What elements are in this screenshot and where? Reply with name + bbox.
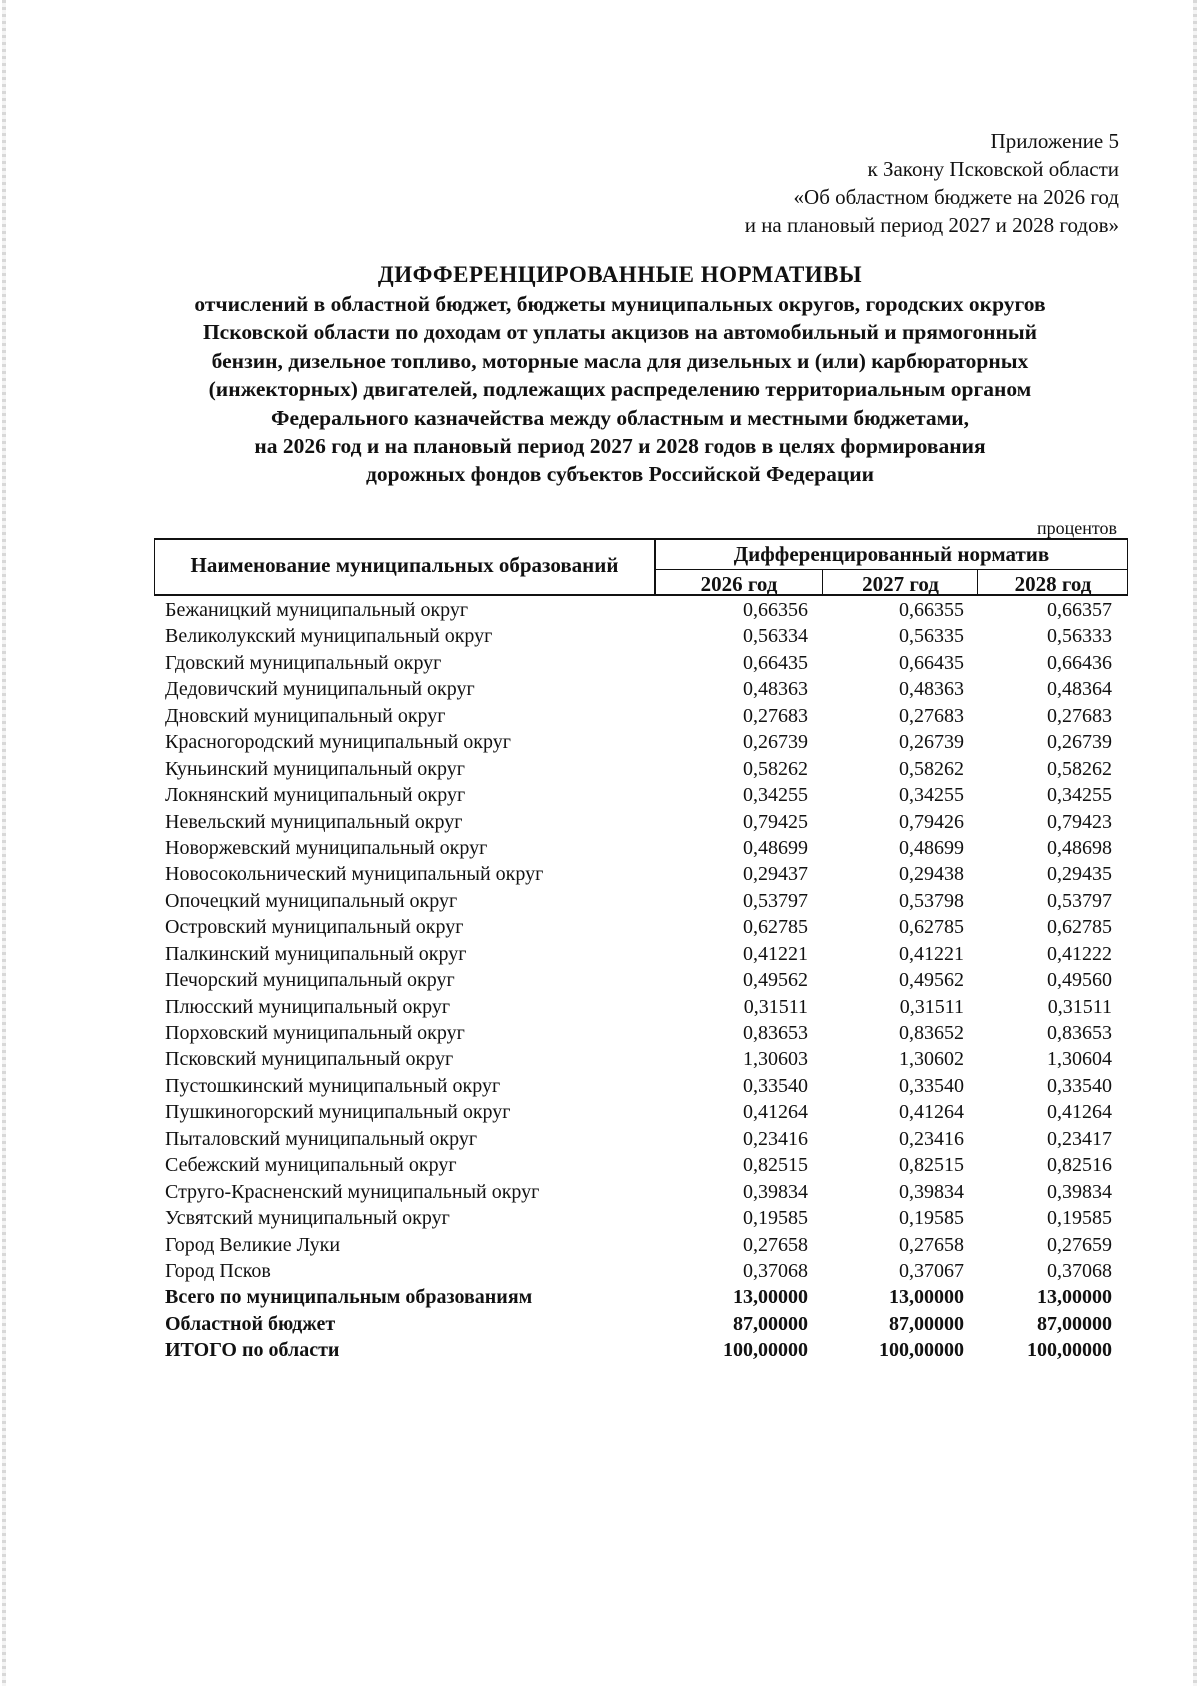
value-2026: 0,41264: [743, 1101, 808, 1124]
table-row: [0, 1232, 1200, 1258]
value-2027: 0,58262: [899, 757, 964, 780]
table-row: [0, 1046, 1200, 1072]
value-2028: 0,37068: [1047, 1259, 1112, 1282]
value-2027: 0,26739: [899, 731, 964, 754]
value-2027: 0,66435: [899, 651, 964, 674]
municipality-name: Пыталовский муниципальный округ: [165, 1127, 478, 1150]
title-line: дорожных фондов субъектов Российской Федерации: [365, 462, 875, 487]
value-2028: 0,31511: [1047, 995, 1112, 1018]
municipality-name: Новосокольнический муниципальный округ: [165, 863, 544, 886]
municipality-name: Бежаницкий муниципальный округ: [165, 599, 469, 621]
value-2026: 1,30603: [743, 1048, 808, 1071]
value-2027: 0,37067: [899, 1259, 964, 1282]
municipality-name: Пустошкинский муниципальный округ: [165, 1074, 501, 1097]
value-2027: 13,00000: [889, 1286, 964, 1309]
table-row: [0, 941, 1200, 967]
appendix-line: Приложение 5: [990, 129, 1119, 153]
value-2027: 0,29438: [899, 863, 964, 886]
value-2026: 0,39834: [743, 1180, 808, 1203]
table-row: [0, 1179, 1200, 1205]
municipality-name: Красногородский муниципальный округ: [165, 731, 511, 754]
value-2028: 0,56333: [1047, 625, 1112, 648]
table-row: [0, 650, 1200, 676]
value-2026: 0,58262: [743, 757, 808, 780]
value-2027: 0,56335: [899, 625, 964, 648]
value-2027: 0,23416: [899, 1127, 964, 1150]
value-2028: 0,29435: [1047, 863, 1112, 886]
value-2026: 0,49562: [743, 969, 808, 992]
value-2026: 87,00000: [733, 1312, 808, 1335]
title-line: Федерального казначейства между областным и местными бюджетами,: [271, 405, 969, 430]
table-row: [0, 729, 1200, 755]
value-2026: 0,56334: [743, 625, 808, 648]
value-2028: 0,26739: [1047, 731, 1112, 754]
municipality-name: Всего по муниципальным образованиям: [165, 1286, 533, 1309]
value-2026: 0,27658: [743, 1233, 808, 1256]
municipality-name: Великолукский муниципальный округ: [165, 625, 493, 648]
value-2027: 1,30602: [899, 1048, 964, 1071]
value-2028: 0,41222: [1047, 942, 1112, 965]
value-2028: 0,83653: [1047, 1022, 1112, 1044]
table-row: [0, 835, 1200, 861]
value-2028: 0,62785: [1047, 916, 1112, 939]
municipality-name: Город Псков: [165, 1259, 271, 1282]
municipality-name: Куньинский муниципальный округ: [165, 757, 465, 780]
value-2027: 0,27683: [899, 704, 964, 727]
appendix-line: к Закону Псковской области: [867, 157, 1119, 181]
value-2026: 0,26739: [743, 731, 808, 754]
value-2028: 0,23417: [1047, 1127, 1112, 1150]
table-row: [0, 967, 1200, 993]
value-2027: 0,27658: [899, 1233, 964, 1256]
value-2028: 0,48364: [1047, 678, 1112, 701]
value-2027: 0,39834: [899, 1180, 964, 1203]
municipality-name: Областной бюджет: [165, 1312, 336, 1335]
value-2026: 0,37068: [743, 1259, 808, 1282]
municipality-name: Дновский муниципальный округ: [165, 704, 446, 727]
municipality-name: ИТОГО по области: [165, 1339, 340, 1362]
value-2028: 100,00000: [1027, 1339, 1112, 1362]
title-subtitle: [140, 290, 1100, 489]
value-2026: 0,48363: [743, 678, 808, 701]
value-2026: 0,66435: [743, 651, 808, 674]
value-2027: 0,34255: [899, 784, 964, 807]
title-line: Псковской области по доходам от уплаты акцизов на автомобильный и прямогонный: [202, 320, 1038, 345]
header-year-2026: 2026 год: [700, 572, 778, 596]
municipality-name: Опочецкий муниципальный округ: [165, 889, 458, 912]
municipality-name: Пушкиногорский муниципальный округ: [165, 1101, 511, 1124]
header-group-title: Дифференцированный норматив: [733, 542, 1050, 566]
table-row: [0, 597, 1200, 623]
table-row: [0, 782, 1200, 808]
header-year-2028: 2028 год: [1014, 572, 1092, 596]
municipality-name: Дедовичский муниципальный округ: [165, 678, 475, 701]
value-2026: 0,83653: [743, 1022, 808, 1044]
municipality-name: Город Великие Луки: [165, 1233, 341, 1256]
value-2028: 1,30604: [1047, 1048, 1112, 1071]
value-2026: 0,66356: [743, 599, 808, 621]
value-2028: 0,66436: [1047, 651, 1112, 674]
value-2027: 0,31511: [899, 995, 964, 1018]
value-2026: 0,33540: [743, 1074, 808, 1097]
value-2026: 0,79425: [743, 810, 808, 833]
appendix-line: и на плановый период 2027 и 2028 годов»: [744, 213, 1119, 237]
total-row: [0, 1311, 1200, 1337]
title-line: на 2026 год и на плановый период 2027 и 2028 годов в целях формирования: [254, 434, 986, 459]
value-2026: 0,62785: [743, 916, 808, 939]
value-2026: 0,53797: [743, 889, 808, 912]
value-2028: 0,66357: [1047, 599, 1112, 621]
table-row: [0, 914, 1200, 940]
municipality-name: Струго-Красненский муниципальный округ: [165, 1180, 540, 1203]
value-2027: 0,66355: [899, 599, 964, 621]
value-2028: 0,27683: [1047, 704, 1112, 727]
table-row: [0, 1258, 1200, 1284]
header-rule-middle: [655, 569, 1127, 570]
document-title: [140, 260, 1100, 489]
value-2027: 0,19585: [899, 1207, 964, 1230]
table-row: [0, 756, 1200, 782]
value-2027: 0,82515: [899, 1154, 964, 1177]
value-2027: 0,53798: [899, 889, 964, 912]
value-2028: 0,58262: [1047, 757, 1112, 780]
municipality-name: Островский муниципальный округ: [165, 916, 464, 939]
value-2028: 0,33540: [1047, 1074, 1112, 1097]
value-2027: 0,41264: [899, 1101, 964, 1124]
value-2027: 0,49562: [899, 969, 964, 992]
header-year-2027: 2027 год: [862, 572, 939, 596]
value-2028: 0,19585: [1047, 1207, 1112, 1230]
value-2027: 0,48699: [899, 836, 964, 859]
value-2028: 0,49560: [1047, 969, 1112, 992]
municipality-name: Себежский муниципальный округ: [165, 1154, 457, 1177]
table-row: [0, 703, 1200, 729]
municipality-name: Плюсский муниципальный округ: [165, 995, 451, 1018]
value-2028: 0,79423: [1047, 810, 1112, 833]
title-heading: ДИФФЕРЕНЦИРОВАННЫЕ НОРМАТИВЫ: [377, 262, 863, 287]
title-line: отчислений в областной бюджет, бюджеты муниципальных округов, городских округов: [194, 292, 1046, 316]
value-2028: 0,53797: [1047, 889, 1112, 912]
value-2027: 0,62785: [899, 916, 964, 939]
value-2026: 0,23416: [743, 1127, 808, 1150]
value-2026: 0,41221: [743, 942, 808, 965]
value-2026: 0,29437: [743, 863, 808, 886]
value-2026: 0,34255: [743, 784, 808, 807]
value-2028: 13,00000: [1037, 1286, 1112, 1309]
table-row: [0, 1099, 1200, 1125]
table-row: [0, 1073, 1200, 1099]
value-2028: 0,41264: [1047, 1101, 1112, 1124]
municipality-name: Гдовский муниципальный округ: [165, 651, 442, 674]
value-2026: 0,82515: [743, 1154, 808, 1177]
value-2028: 0,27659: [1047, 1233, 1112, 1256]
value-2026: 0,27683: [743, 704, 808, 727]
municipality-name: Усвятский муниципальный округ: [165, 1207, 450, 1230]
table-body: [0, 597, 1200, 1364]
title-line: бензин, дизельное топливо, моторные масла для дизельных и (или) карбюраторных: [211, 348, 1029, 373]
table-row: [0, 1205, 1200, 1231]
table-row: [0, 1152, 1200, 1178]
value-2027: 0,83652: [899, 1022, 964, 1044]
municipality-name: Невельский муниципальный округ: [165, 810, 463, 833]
table-row: [0, 1020, 1200, 1046]
value-2026: 100,00000: [723, 1339, 808, 1362]
table-row: [0, 676, 1200, 702]
header-name-column: Наименование муниципальных образований: [190, 553, 619, 577]
value-2026: 0,19585: [743, 1207, 808, 1230]
value-2027: 0,79426: [899, 810, 964, 833]
municipality-name: Локнянский муниципальный округ: [165, 784, 466, 807]
municipality-name: Новоржевский муниципальный округ: [165, 836, 488, 859]
units-label: процентов: [1036, 518, 1117, 538]
value-2027: 87,00000: [889, 1312, 964, 1335]
table-row: [0, 888, 1200, 914]
value-2028: 0,82516: [1047, 1154, 1112, 1177]
total-row: [0, 1284, 1200, 1310]
municipality-name: Палкинский муниципальный округ: [165, 942, 467, 965]
table-row: [0, 1126, 1200, 1152]
municipality-name: Порховский муниципальный округ: [165, 1022, 465, 1044]
appendix-note: [745, 127, 1119, 239]
value-2027: 0,48363: [899, 678, 964, 701]
table-row: [0, 623, 1200, 649]
municipality-name: Псковский муниципальный округ: [165, 1048, 454, 1071]
header-rule-top: [155, 538, 1127, 540]
title-line: (инжекторных) двигателей, подлежащих распределению территориальным органом: [208, 377, 1032, 402]
value-2028: 0,48698: [1047, 836, 1112, 859]
table-row: [0, 809, 1200, 835]
table-row: [0, 994, 1200, 1020]
value-2027: 0,33540: [899, 1074, 964, 1097]
municipality-name: Печорский муниципальный округ: [165, 969, 455, 992]
value-2028: 87,00000: [1037, 1312, 1112, 1335]
value-2028: 0,39834: [1047, 1180, 1112, 1203]
value-2026: 0,31511: [743, 995, 808, 1018]
value-2027: 0,41221: [899, 942, 964, 965]
table-header: [154, 538, 1128, 596]
value-2028: 0,34255: [1047, 784, 1112, 807]
table-row: [0, 861, 1200, 887]
total-row: [0, 1337, 1200, 1363]
value-2026: 13,00000: [733, 1286, 808, 1309]
value-2027: 100,00000: [879, 1339, 964, 1362]
value-2026: 0,48699: [743, 836, 808, 859]
appendix-line: «Об областном бюджете на 2026 год: [793, 185, 1119, 209]
